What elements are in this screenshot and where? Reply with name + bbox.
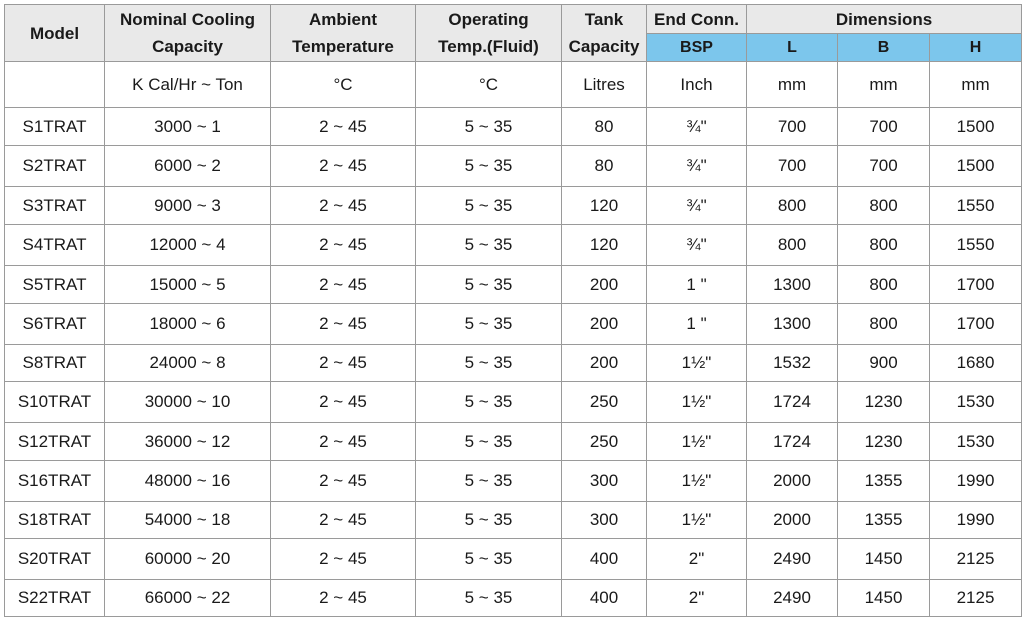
cell-tank: 120: [562, 187, 647, 225]
cell-model: S20TRAT: [5, 539, 105, 580]
cell-operating: 5 ~ 35: [416, 225, 562, 266]
unit-capacity: K Cal/Hr ~ Ton: [105, 62, 271, 108]
header-dimensions: Dimensions: [747, 5, 1022, 34]
cell-l: 1724: [747, 423, 838, 461]
cell-h: 1700: [930, 304, 1022, 345]
cell-model: S12TRAT: [5, 423, 105, 461]
table-row: [5, 345, 1022, 382]
table-row: [5, 108, 1022, 146]
cell-b: 1230: [838, 423, 930, 461]
cell-capacity: 36000 ~ 12: [105, 423, 271, 461]
header-tank-capacity-line1: Tank: [584, 10, 624, 29]
cell-ambient: 2 ~ 45: [271, 225, 416, 266]
cell-h: 1680: [930, 345, 1022, 382]
cell-operating: 5 ~ 35: [416, 345, 562, 382]
header-ambient-temperature-line1: Ambient: [309, 10, 377, 29]
cell-capacity: 18000 ~ 6: [105, 304, 271, 345]
table-row: [5, 225, 1022, 266]
cell-h: 1550: [930, 187, 1022, 225]
cell-ambient: 2 ~ 45: [271, 187, 416, 225]
cell-ambient: 2 ~ 45: [271, 580, 416, 617]
cell-bsp: ¾": [647, 187, 747, 225]
table-row: [5, 539, 1022, 580]
cell-l: 2490: [747, 539, 838, 580]
table-row: [5, 146, 1022, 187]
table-row: [5, 502, 1022, 539]
unit-b: mm: [838, 62, 930, 108]
table-row: [5, 187, 1022, 225]
cell-b: 800: [838, 304, 930, 345]
cell-bsp: 2": [647, 580, 747, 617]
cell-bsp: ¾": [647, 225, 747, 266]
cell-ambient: 2 ~ 45: [271, 461, 416, 502]
cell-ambient: 2 ~ 45: [271, 423, 416, 461]
cell-operating: 5 ~ 35: [416, 423, 562, 461]
cell-b: 900: [838, 345, 930, 382]
cell-tank: 80: [562, 108, 647, 146]
cell-l: 800: [747, 225, 838, 266]
cell-operating: 5 ~ 35: [416, 580, 562, 617]
header-ambient-temperature-line2: Temperature: [292, 37, 394, 56]
cell-b: 1355: [838, 461, 930, 502]
header-nominal-cooling-capacity-line2: Capacity: [152, 37, 223, 56]
specification-table: [4, 4, 1022, 617]
cell-ambient: 2 ~ 45: [271, 345, 416, 382]
cell-b: 1450: [838, 539, 930, 580]
cell-ambient: 2 ~ 45: [271, 304, 416, 345]
cell-operating: 5 ~ 35: [416, 382, 562, 423]
table-row: [5, 580, 1022, 617]
cell-tank: 300: [562, 502, 647, 539]
unit-operating: °C: [416, 62, 562, 108]
unit-ambient: °C: [271, 62, 416, 108]
cell-capacity: 66000 ~ 22: [105, 580, 271, 617]
cell-model: S4TRAT: [5, 225, 105, 266]
cell-tank: 200: [562, 266, 647, 304]
cell-h: 1990: [930, 502, 1022, 539]
header-operating-temp: [416, 5, 562, 62]
cell-l: 1300: [747, 266, 838, 304]
cell-l: 2000: [747, 502, 838, 539]
header-operating-temp-line2: Temp.(Fluid): [438, 37, 539, 56]
cell-l: 700: [747, 146, 838, 187]
cell-tank: 400: [562, 580, 647, 617]
cell-l: 2490: [747, 580, 838, 617]
cell-b: 700: [838, 108, 930, 146]
cell-model: S8TRAT: [5, 345, 105, 382]
cell-tank: 250: [562, 382, 647, 423]
cell-operating: 5 ~ 35: [416, 304, 562, 345]
unit-l: mm: [747, 62, 838, 108]
cell-l: 1532: [747, 345, 838, 382]
unit-h: mm: [930, 62, 1022, 108]
header-dim-b: B: [838, 34, 930, 62]
cell-h: 1550: [930, 225, 1022, 266]
cell-h: 2125: [930, 539, 1022, 580]
cell-h: 1990: [930, 461, 1022, 502]
cell-operating: 5 ~ 35: [416, 502, 562, 539]
cell-b: 800: [838, 187, 930, 225]
header-row-top: [5, 5, 1022, 34]
cell-operating: 5 ~ 35: [416, 461, 562, 502]
cell-l: 1724: [747, 382, 838, 423]
cell-bsp: 1½": [647, 345, 747, 382]
cell-capacity: 15000 ~ 5: [105, 266, 271, 304]
header-ambient-temperature: [271, 5, 416, 62]
header-end-conn: End Conn.: [647, 5, 747, 34]
cell-capacity: 54000 ~ 18: [105, 502, 271, 539]
header-nominal-cooling-capacity: [105, 5, 271, 62]
cell-model: S5TRAT: [5, 266, 105, 304]
header-tank-capacity: [562, 5, 647, 62]
cell-tank: 400: [562, 539, 647, 580]
cell-h: 1700: [930, 266, 1022, 304]
cell-ambient: 2 ~ 45: [271, 382, 416, 423]
table-row: [5, 382, 1022, 423]
unit-tank: Litres: [562, 62, 647, 108]
table-row: [5, 423, 1022, 461]
cell-b: 800: [838, 225, 930, 266]
table-row: [5, 266, 1022, 304]
header-bsp: BSP: [647, 34, 747, 62]
cell-model: S16TRAT: [5, 461, 105, 502]
header-operating-temp-line1: Operating: [448, 10, 529, 29]
cell-b: 1355: [838, 502, 930, 539]
header-dim-l: L: [747, 34, 838, 62]
cell-l: 800: [747, 187, 838, 225]
cell-bsp: 2": [647, 539, 747, 580]
cell-capacity: 24000 ~ 8: [105, 345, 271, 382]
cell-capacity: 3000 ~ 1: [105, 108, 271, 146]
unit-model: [5, 62, 105, 108]
cell-bsp: 1½": [647, 461, 747, 502]
cell-h: 1500: [930, 108, 1022, 146]
cell-h: 1500: [930, 146, 1022, 187]
cell-capacity: 9000 ~ 3: [105, 187, 271, 225]
cell-bsp: 1½": [647, 382, 747, 423]
header-dim-h: H: [930, 34, 1022, 62]
cell-h: 1530: [930, 382, 1022, 423]
cell-capacity: 30000 ~ 10: [105, 382, 271, 423]
cell-h: 1530: [930, 423, 1022, 461]
cell-ambient: 2 ~ 45: [271, 146, 416, 187]
cell-operating: 5 ~ 35: [416, 187, 562, 225]
cell-capacity: 60000 ~ 20: [105, 539, 271, 580]
cell-bsp: 1½": [647, 502, 747, 539]
cell-b: 1230: [838, 382, 930, 423]
unit-end-conn: Inch: [647, 62, 747, 108]
cell-b: 700: [838, 146, 930, 187]
cell-ambient: 2 ~ 45: [271, 266, 416, 304]
cell-l: 700: [747, 108, 838, 146]
cell-ambient: 2 ~ 45: [271, 108, 416, 146]
cell-capacity: 12000 ~ 4: [105, 225, 271, 266]
cell-tank: 80: [562, 146, 647, 187]
cell-operating: 5 ~ 35: [416, 266, 562, 304]
cell-model: S2TRAT: [5, 146, 105, 187]
cell-ambient: 2 ~ 45: [271, 539, 416, 580]
cell-b: 800: [838, 266, 930, 304]
table-row: [5, 304, 1022, 345]
cell-tank: 200: [562, 345, 647, 382]
cell-l: 1300: [747, 304, 838, 345]
cell-l: 2000: [747, 461, 838, 502]
cell-operating: 5 ~ 35: [416, 108, 562, 146]
cell-bsp: 1 ": [647, 266, 747, 304]
cell-operating: 5 ~ 35: [416, 146, 562, 187]
cell-model: S6TRAT: [5, 304, 105, 345]
header-tank-capacity-line2: Capacity: [568, 37, 640, 56]
table-row: [5, 461, 1022, 502]
cell-tank: 120: [562, 225, 647, 266]
cell-bsp: ¾": [647, 108, 747, 146]
cell-bsp: 1 ": [647, 304, 747, 345]
cell-ambient: 2 ~ 45: [271, 502, 416, 539]
cell-capacity: 48000 ~ 16: [105, 461, 271, 502]
header-model: Model: [5, 5, 105, 62]
cell-model: S1TRAT: [5, 108, 105, 146]
cell-operating: 5 ~ 35: [416, 539, 562, 580]
cell-capacity: 6000 ~ 2: [105, 146, 271, 187]
cell-h: 2125: [930, 580, 1022, 617]
cell-model: S18TRAT: [5, 502, 105, 539]
cell-model: S3TRAT: [5, 187, 105, 225]
cell-tank: 200: [562, 304, 647, 345]
header-nominal-cooling-capacity-line1: Nominal Cooling: [119, 10, 256, 29]
cell-tank: 250: [562, 423, 647, 461]
cell-model: S10TRAT: [5, 382, 105, 423]
cell-b: 1450: [838, 580, 930, 617]
units-row: [5, 62, 1022, 108]
cell-model: S22TRAT: [5, 580, 105, 617]
cell-bsp: 1½": [647, 423, 747, 461]
cell-bsp: ¾": [647, 146, 747, 187]
cell-tank: 300: [562, 461, 647, 502]
